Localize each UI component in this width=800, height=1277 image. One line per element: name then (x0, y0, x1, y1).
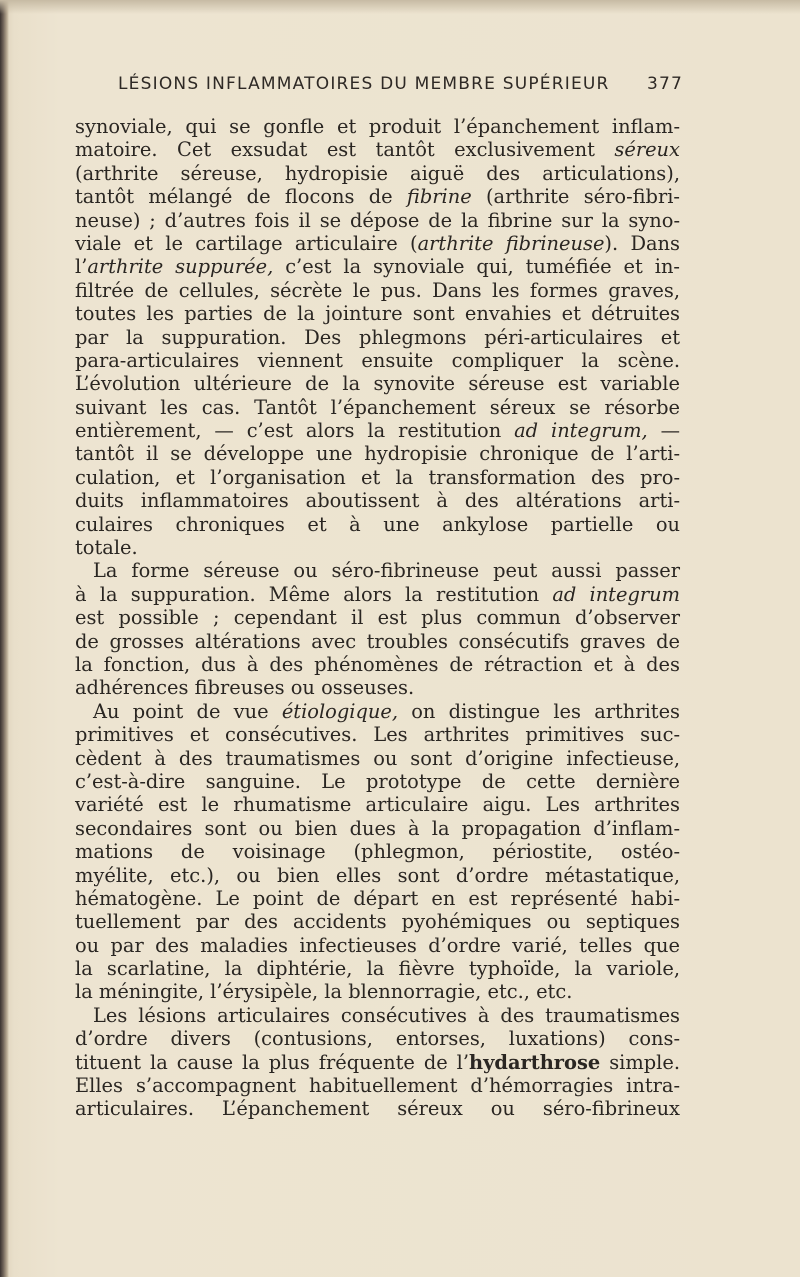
text-line (75, 957, 680, 980)
italic-text: séreux (614, 138, 680, 162)
italic-text: ad integrum (552, 582, 681, 606)
text-line (75, 630, 680, 653)
italic-text: arthrite suppurée, (87, 255, 274, 279)
italic-text: arthrite fibrineuse (417, 231, 605, 255)
text-segment: (arthrite séro-fibri- (471, 185, 680, 209)
text-line (75, 559, 680, 582)
text-segment: la fonction, dus à des phénomènes de rétraction et à des (75, 652, 680, 676)
text-segment: on distingue les arthrites (398, 699, 680, 723)
text-line (75, 349, 680, 372)
page-top-shadow (0, 0, 800, 14)
text-segment: suivant les cas. Tantôt l’épanchement séreux se résorbe (75, 395, 680, 419)
text-segment: d’ordre divers (contusions, entorses, luxations) cons- (75, 1027, 680, 1051)
text-line (75, 442, 680, 465)
text-segment: tantôt il se développe une hydropisie chronique de l’arti- (75, 442, 680, 466)
page-number: 377 (646, 74, 683, 94)
text-segment: totale. (75, 536, 138, 560)
text-segment: la méningite, l’érysipèle, la blennorragie, etc., etc. (75, 980, 573, 1004)
text-segment: culaires chroniques et à une ankylose partielle ou (75, 512, 680, 536)
text-line (75, 723, 680, 746)
text-segment: neuse) ; d’autres fois il se dépose de la fibrine sur la syno- (75, 208, 680, 232)
text-segment: l’ (75, 255, 88, 279)
text-line (75, 302, 680, 325)
text-segment: — (647, 419, 680, 443)
text-segment: tuellement par des accidents pyohémiques ou septiques (75, 910, 680, 934)
text-line (75, 466, 680, 489)
text-line (75, 209, 680, 232)
italic-text: étiologique, (281, 699, 399, 723)
text-segment: para-articulaires viennent ensuite compliquer la scène. (75, 348, 680, 372)
text-line (75, 162, 680, 185)
text-segment: c’est la synoviale qui, tuméfiée et in- (273, 255, 680, 279)
text-line (75, 770, 680, 793)
text-segment: secondaires sont ou bien dues à la propagation d’inflam- (75, 816, 680, 840)
text-line (75, 1027, 680, 1050)
text-line (75, 396, 680, 419)
text-segment: L’évolution ultérieure de la synovite séreuse est variable (75, 372, 680, 396)
text-line (75, 536, 680, 559)
text-segment: filtrée de cellules, sécrète le pus. Dans les formes graves, (75, 278, 680, 302)
text-line (75, 793, 680, 816)
text-line (75, 747, 680, 770)
text-segment: cèdent à des traumatismes ou sont d’origine infectieuse, (75, 746, 680, 770)
body-text (75, 115, 680, 1121)
text-line (75, 980, 680, 1003)
text-line (75, 817, 680, 840)
text-line (75, 653, 680, 676)
text-segment: simple. (600, 1050, 680, 1074)
text-segment: duits inflammatoires aboutissent à des altérations arti- (75, 489, 680, 513)
text-line (75, 138, 680, 161)
text-line (75, 232, 680, 255)
text-line (75, 840, 680, 863)
text-segment: à la suppuration. Même alors la restitution (75, 582, 553, 606)
text-line (75, 419, 680, 442)
text-segment: variété est le rhumatisme articulaire aigu. Les arthrites (75, 793, 680, 817)
text-segment: primitives et consécutives. Les arthrites primitives suc- (75, 723, 680, 747)
text-line (75, 255, 680, 278)
text-line (75, 1074, 680, 1097)
text-segment: ). Dans (604, 231, 680, 255)
text-segment: la scarlatine, la diphtérie, la fièvre typhoïde, la variole, (75, 957, 680, 981)
text-line (75, 910, 680, 933)
text-segment: Les lésions articulaires consécutives à des traumatismes (93, 1003, 680, 1027)
text-line (75, 606, 680, 629)
text-segment: articulaires. L’épanchement séreux ou séro-fibrineux (75, 1097, 680, 1121)
text-line (75, 326, 680, 349)
text-segment: hématogène. Le point de départ en est représenté habi- (75, 886, 680, 910)
text-segment: toutes les parties de la jointure sont envahies et détruites (75, 302, 680, 326)
text-line (75, 676, 680, 699)
text-line (75, 1051, 680, 1074)
text-line (75, 372, 680, 395)
text-segment: La forme séreuse ou séro-fibrineuse peut aussi passer (93, 559, 680, 583)
text-segment: ou par des maladies infectieuses d’ordre varié, telles que (75, 933, 680, 957)
text-segment: (arthrite séreuse, hydropisie aiguë des articulations), (75, 161, 680, 185)
running-head (118, 70, 683, 100)
text-segment: myélite, etc.), ou bien elles sont d’ordre métastatique, (75, 863, 680, 887)
text-line (75, 185, 680, 208)
text-segment: par la suppuration. Des phlegmons péri-articulaires et (75, 325, 680, 349)
text-line (75, 1004, 680, 1027)
text-segment: de grosses altérations avec troubles consécutifs graves de (75, 629, 680, 653)
text-segment: tituent la cause la plus fréquente de l’ (75, 1050, 470, 1074)
text-segment: Au point de vue (93, 699, 282, 723)
text-segment: c’est-à-dire sanguine. Le prototype de cette dernière (75, 769, 680, 793)
text-line (75, 700, 680, 723)
text-line (75, 887, 680, 910)
text-segment: synoviale, qui se gonfle et produit l’épanchement inflam- (75, 115, 680, 138)
text-segment: mations de voisinage (phlegmon, périostite, ostéo- (75, 840, 680, 864)
text-line (75, 513, 680, 536)
text-line (75, 583, 680, 606)
binding-edge (0, 0, 9, 1277)
text-line (75, 115, 680, 138)
running-head-title: LÉSIONS INFLAMMATOIRES DU MEMBRE SUPÉRIEUR (118, 74, 610, 94)
text-segment: adhérences fibreuses ou osseuses. (75, 676, 415, 700)
bold-text: hydarthrose (469, 1050, 601, 1074)
italic-text: fibrine (406, 185, 472, 209)
text-line (75, 864, 680, 887)
text-segment: entièrement, — c’est alors la restitution (75, 419, 515, 443)
text-segment: matoire. Cet exsudat est tantôt exclusivement (75, 138, 615, 162)
text-line (75, 489, 680, 512)
text-segment: viale et le cartilage articulaire ( (75, 231, 418, 255)
text-segment: Elles s’accompagnent habituellement d’hémorragies intra- (75, 1074, 680, 1098)
text-line (75, 279, 680, 302)
text-segment: tantôt mélangé de flocons de (75, 185, 407, 209)
italic-text: ad integrum, (514, 419, 648, 443)
text-segment: culation, et l’organisation et la transformation des pro- (75, 465, 680, 489)
text-line (75, 934, 680, 957)
text-line (75, 1097, 680, 1120)
text-segment: est possible ; cependant il est plus commun d’observer (75, 606, 680, 630)
